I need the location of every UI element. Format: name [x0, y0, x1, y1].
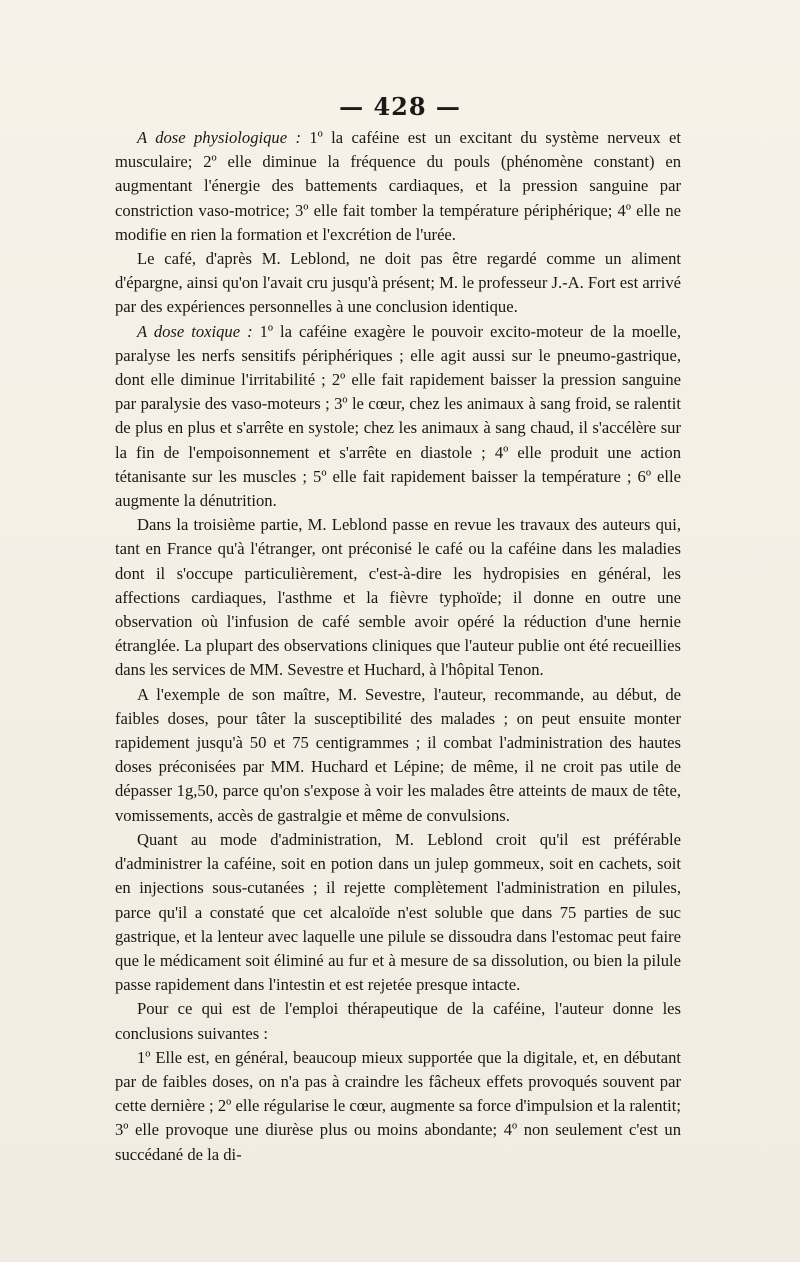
- paragraph-text: Dans la troisième partie, M. Leblond passe en revue les travaux des auteurs qui, tant en France qu'à l'étranger, ont préconisé le café ou la caféine dans les maladies dont il s'occupe particulièrement, c'est-à-dire les hydropisies en général, les affections cardiaques, l'asthme et la fièvre typhoïde; il donne en outre une observation où l'infusion de café semble avoir opéré la réduction d'une hernie étranglée. La plupart des observations cliniques que l'auteur publie ont été recueillies dans les services de MM. Sevestre et Huchard, à l'hôpital Tenon.: [115, 515, 681, 680]
- paragraph-third-part: [115, 513, 681, 682]
- paragraph-text: Quant au mode d'administration, M. Leblond croit qu'il est préférable d'administrer la caféine, soit en potion dans un julep gommeux, soit en cachets, soit en injections sous-cutanées ; il rejette complètement l'administration en pilules, parce qu'il a constaté que cet alcaloïde n'est soluble que dans 75 parties de suc gastrique, et la lenteur avec laquelle une pilule se dissoudra dans l'estomac peut faire que le médicament soit éliminé au fur et à mesure de sa dissolution, ou bien la pilule passe rapidement dans l'intestin et est rejetée presque intacte.: [115, 829, 681, 995]
- paragraph-text: 1º la caféine est un excitant du système nerveux et musculaire; 2º elle diminue la fréquence du pouls (phénomène constant) en augmentant l'énergie des battements cardiaques, et la pression sanguine par constriction vaso-motrice; 3º elle fait tomber la température périphérique; 4º elle ne modifie en rien la formation et l'excrétion de l'urée.: [115, 128, 681, 244]
- paragraph-text: A l'exemple de son maître, M. Sevestre, l'auteur, recommande, au début, de faibles doses, pour tâter la susceptibilité des malades ; on peut ensuite monter rapidement jusqu'à 50 et 75 centigrammes ; il combat l'administration des hautes doses préconisées par MM. Huchard et Lépine; de même, il ne croit pas utile de dépasser 1g,50, parce qu'on s'expose à voir les malades être atteints de maux de tête, vomissements, accès de gastralgie et même de convulsions.: [115, 684, 681, 825]
- paragraph-toxic-dose: [115, 320, 681, 514]
- paragraph-cafe-aliment: [115, 247, 681, 320]
- paragraph-text: 1º la caféine exagère le pouvoir excito-moteur de la moelle, paralyse les nerfs sensitifs périphériques ; elle agit aussi sur le pneumo-gastrique, dont elle diminue l'irritabilité ; 2º elle fait rapidement baisser la pression sanguine par paralysie des vaso-moteurs ; 3º le cœur, chez les animaux à sang froid, se ralentit de plus en plus et s'arrête en systole; chez les animaux à sang chaud, il s'accélère sur la fin de l'empoisonnement et s'arrête en diastole ; 4º elle produit une action tétanisante sur les muscles ; 5º elle fait rapidement baisser la température ; 6º elle augmente la dénutrition.: [115, 321, 681, 511]
- paragraph-physiological-dose: [115, 126, 681, 247]
- paragraph-text: Le café, d'après M. Leblond, ne doit pas être regardé comme un aliment d'épargne, ainsi qu'on l'avait cru jusqu'à présent; M. le professeur J.-A. Fort est arrivé par des expériences personnelles à une conclusion identique.: [115, 249, 682, 317]
- body-text: [115, 126, 681, 1167]
- paragraph-conclusion-1: [115, 1046, 681, 1167]
- paragraph-lead: A dose physiologique :: [137, 128, 301, 147]
- paragraph-text: Pour ce qui est de l'emploi thérapeutique de la caféine, l'auteur donne les conclusions suivantes :: [115, 999, 681, 1043]
- paragraph-lead: A dose toxique :: [137, 321, 253, 341]
- paragraph-therapeutic-use: [115, 997, 681, 1045]
- page-number: — 428 —: [339, 92, 461, 121]
- paragraph-text: 1º Elle est, en général, beaucoup mieux supportée que la digitale, et, en débutant par de faibles doses, on n'a pas à craindre les fâcheux effets provoqués souvent par cette dernière ; 2º elle régularise le cœur, augmente sa force d'impulsion et la ralentit; 3º elle provoque une diurèse plus ou moins abondante; 4º non seulement c'est un succédané de la di-: [115, 1047, 681, 1164]
- paragraph-administration: [115, 828, 681, 997]
- paragraph-dosage: [115, 683, 681, 828]
